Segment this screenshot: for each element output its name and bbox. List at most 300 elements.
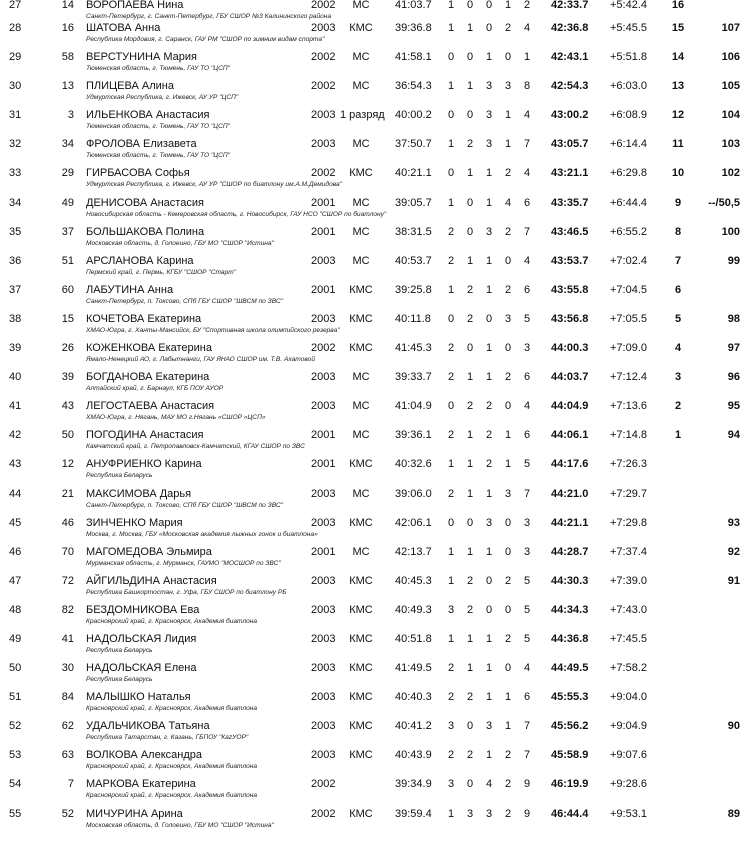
bib-cell: 84 (61, 691, 74, 704)
athlete-club: Мурманская область, г. Мурманск, ГАУМО "МОСШОР по ЗВС" (86, 559, 281, 567)
birth-year: 2002 (311, 51, 336, 64)
bib-cell: 49 (61, 196, 74, 209)
shooting-total: 3 (523, 516, 531, 529)
shooting-stage-3: 0 (485, 22, 493, 34)
points-cup: 9 (674, 196, 682, 209)
shooting-stage-4: 2 (504, 167, 512, 180)
shooting-stage-1: 2 (447, 662, 455, 675)
shooting-stage-4: 1 (504, 720, 512, 733)
shooting-stage-3: 1 (485, 691, 493, 704)
birth-year: 2002 (311, 778, 336, 791)
table-row (0, 367, 750, 396)
birth-year: 2002 (311, 807, 336, 820)
shooting-total: 5 (523, 574, 531, 587)
result-time: 42:43.1 (551, 51, 589, 64)
shooting-stage-2: 1 (466, 22, 474, 34)
place-cell: 42 (9, 429, 22, 442)
result-time: 45:58.9 (551, 749, 589, 762)
table-row (0, 0, 750, 18)
result-time: 46:44.4 (551, 807, 589, 820)
place-cell: 31 (9, 109, 22, 122)
time-behind: +9:04.9 (610, 720, 648, 733)
ski-time: 39:05.7 (395, 196, 432, 209)
athlete-name: ЛАБУТИНА Анна (86, 283, 174, 296)
birth-year: 2002 (311, 0, 336, 11)
birth-year: 2003 (311, 632, 336, 645)
shooting-total: 8 (523, 80, 531, 93)
result-time: 44:34.3 (551, 603, 589, 616)
points-rating: 107 (721, 22, 740, 34)
shooting-stage-1: 1 (447, 458, 455, 471)
shooting-stage-1: 3 (447, 720, 455, 733)
shooting-stage-1: 0 (447, 312, 455, 325)
shooting-stage-2: 2 (466, 400, 474, 413)
table-row (0, 658, 750, 687)
points-cup: 14 (671, 51, 685, 64)
place-cell: 37 (9, 283, 22, 296)
athlete-club: Республика Мордовия, г. Саранск, ГАУ РМ "СШОР по зимним видам спорта" (86, 36, 325, 43)
shooting-stage-1: 2 (447, 487, 455, 500)
table-row (0, 309, 750, 338)
result-time: 45:56.2 (551, 720, 589, 733)
shooting-stage-4: 2 (504, 371, 512, 384)
athlete-name: КОЧЕТОВА Екатерина (86, 312, 202, 325)
result-time: 44:21.1 (551, 516, 589, 529)
shooting-stage-1: 0 (447, 400, 455, 413)
time-behind: +7:29.8 (610, 516, 648, 529)
ski-time: 40:43.9 (395, 749, 432, 762)
athlete-name: ВЕРСТУНИНА Мария (86, 51, 197, 64)
athlete-club: Республика Беларусь (86, 472, 153, 480)
shooting-stage-3: 1 (485, 51, 493, 64)
athlete-name: БЕЗДОМНИКОВА Ева (86, 603, 200, 616)
shooting-total: 6 (523, 429, 531, 442)
time-behind: +6:14.4 (610, 138, 648, 151)
place-cell: 48 (9, 603, 22, 616)
table-row (0, 134, 750, 163)
ski-time: 40:21.1 (395, 167, 432, 180)
athlete-club: Москва, г. Москва, ГБУ «Московская академия лыжных гонок и биатлона» (86, 530, 318, 538)
time-behind: +7:45.5 (610, 632, 648, 645)
shooting-total: 7 (523, 749, 531, 762)
athlete-name: ПОГОДИНА Анастасия (86, 429, 204, 442)
athlete-club: Республика Беларусь (86, 676, 153, 684)
shooting-stage-1: 1 (447, 22, 455, 34)
place-cell: 35 (9, 225, 22, 238)
sport-rank: КМС (349, 458, 373, 471)
ski-time: 39:34.9 (395, 778, 432, 791)
ski-time: 39:59.4 (395, 807, 432, 820)
ski-time: 42:06.1 (395, 516, 432, 529)
birth-year: 2003 (311, 662, 336, 675)
shooting-total: 4 (523, 22, 531, 34)
shooting-stage-3: 1 (485, 662, 493, 675)
ski-time: 38:31.5 (395, 225, 432, 238)
athlete-club: Санкт-Петербург, г. Санкт-Петербург, ГБУ СШОР №3 Калининского района (86, 13, 332, 20)
athlete-name: ЛЕГОСТАЕВА Анастасия (86, 400, 215, 413)
result-time: 43:46.5 (551, 225, 589, 238)
ski-time: 40:53.7 (395, 254, 432, 267)
shooting-stage-3: 3 (485, 807, 493, 820)
points-cup: 11 (672, 138, 684, 151)
place-cell: 29 (9, 51, 22, 64)
athlete-club: Алтайский край, г. Барнаул, КГБ ПОУ АУОР (86, 385, 224, 393)
ski-time: 39:06.0 (395, 487, 432, 500)
shooting-stage-3: 1 (485, 545, 493, 558)
shooting-stage-1: 1 (447, 80, 455, 93)
athlete-name: БОГДАНОВА Екатерина (86, 371, 210, 384)
time-behind: +6:08.9 (610, 109, 648, 122)
ski-time: 40:11.8 (395, 312, 431, 325)
sport-rank: МС (352, 400, 370, 413)
points-rating: 93 (727, 516, 740, 529)
points-cup: 3 (674, 371, 682, 384)
place-cell: 40 (9, 371, 22, 384)
shooting-stage-3: 3 (485, 80, 493, 93)
sport-rank: МС (352, 545, 370, 558)
shooting-stage-3: 1 (485, 167, 493, 180)
points-rating: 106 (721, 51, 740, 64)
ski-time: 41:04.9 (395, 400, 432, 413)
points-rating: 99 (727, 254, 740, 267)
time-behind: +7:13.6 (610, 400, 648, 413)
time-behind: +9:07.6 (610, 749, 648, 762)
athlete-name: АНУФРИЕНКО Карина (86, 458, 202, 471)
ski-time: 41:49.5 (395, 662, 432, 675)
bib-cell: 58 (61, 51, 74, 64)
table-row (0, 513, 750, 542)
sport-rank: КМС (349, 283, 373, 296)
athlete-name: НАДОЛЬСКАЯ Елена (86, 662, 197, 675)
athlete-club: Новосибирская область - Кемеровская область, г. Новосибирск, ГАУ НСО "СШОР по биатлону" (86, 210, 387, 218)
shooting-total: 9 (523, 807, 531, 820)
result-time: 44:04.9 (551, 400, 589, 413)
shooting-stage-4: 0 (504, 342, 512, 355)
shooting-total: 7 (523, 138, 531, 151)
table-row (0, 804, 750, 833)
athlete-club: Красноярский край, г. Красноярск, Академия биатлона (86, 705, 258, 713)
shooting-stage-2: 1 (466, 458, 474, 471)
time-behind: +5:42.4 (610, 0, 648, 11)
bib-cell: 15 (61, 312, 74, 325)
sport-rank: МС (352, 429, 370, 442)
table-row (0, 251, 750, 280)
shooting-stage-3: 1 (485, 283, 493, 296)
birth-year: 2003 (311, 603, 336, 616)
shooting-stage-3: 3 (485, 109, 493, 122)
athlete-club: Удмуртская Республика, г. Ижевск, АУ УР "ЦСП" (86, 94, 239, 102)
result-time: 44:17.6 (551, 458, 589, 471)
bib-cell: 3 (67, 109, 74, 122)
table-row (0, 774, 750, 803)
birth-year: 2001 (311, 458, 336, 471)
sport-rank: КМС (349, 603, 373, 616)
sport-rank: КМС (349, 342, 373, 355)
athlete-name: ВОЛКОВА Александра (86, 749, 202, 762)
shooting-stage-2: 1 (466, 167, 474, 180)
athlete-club: ХМАО-Югра, г. Ханты-Мансийск, БУ "Спортивная школа олимпийского резерва" (86, 326, 340, 334)
table-row (0, 338, 750, 367)
sport-rank: КМС (349, 574, 373, 587)
time-behind: +7:05.5 (610, 312, 648, 325)
shooting-stage-2: 1 (466, 487, 474, 500)
time-behind: +7:14.8 (610, 429, 648, 442)
bib-cell: 52 (61, 807, 74, 820)
points-rating: 92 (727, 545, 740, 558)
place-cell: 27 (9, 0, 22, 11)
table-row (0, 716, 750, 745)
shooting-stage-2: 0 (466, 225, 474, 238)
sport-rank: МС (352, 0, 370, 11)
table-row (0, 484, 750, 513)
birth-year: 2001 (311, 283, 336, 296)
points-cup: 10 (671, 167, 685, 180)
ski-time: 40:49.3 (395, 603, 432, 616)
bib-cell: 16 (61, 22, 74, 34)
shooting-stage-3: 1 (485, 254, 493, 267)
ski-time: 37:50.7 (395, 138, 432, 151)
shooting-stage-2: 2 (466, 603, 474, 616)
shooting-total: 6 (523, 691, 531, 704)
ski-time: 41:45.3 (395, 342, 432, 355)
table-row (0, 193, 750, 222)
birth-year: 2003 (311, 400, 336, 413)
result-time: 43:00.2 (551, 109, 589, 122)
shooting-stage-3: 1 (485, 342, 493, 355)
place-cell: 46 (9, 545, 22, 558)
points-cup: 6 (674, 283, 682, 296)
points-cup: 2 (674, 400, 682, 413)
table-row (0, 687, 750, 716)
time-behind: +7:12.4 (610, 371, 648, 384)
shooting-stage-3: 3 (485, 516, 493, 529)
place-cell: 39 (9, 342, 22, 355)
shooting-stage-3: 0 (485, 0, 493, 11)
place-cell: 36 (9, 254, 22, 267)
shooting-total: 6 (523, 371, 531, 384)
shooting-stage-3: 1 (485, 749, 493, 762)
shooting-stage-3: 4 (485, 778, 493, 791)
shooting-total: 5 (523, 603, 531, 616)
athlete-club: Тюменская область, г. Тюмень, ГАУ ТО "ЦСП" (86, 152, 230, 160)
shooting-stage-2: 2 (466, 574, 474, 587)
bib-cell: 41 (61, 632, 74, 645)
result-time: 44:21.0 (551, 487, 589, 500)
sport-rank: КМС (349, 516, 373, 529)
result-time: 43:21.1 (551, 167, 589, 180)
sport-rank: МС (352, 254, 370, 267)
shooting-stage-2: 2 (466, 283, 474, 296)
athlete-name: ДЕНИСОВА Анастасия (86, 196, 204, 209)
athlete-club: ХМАО-Югра, г. Нягань, МАУ МО г.Нягань «СШОР «ЦСП» (86, 414, 266, 422)
shooting-stage-3: 2 (485, 429, 493, 442)
sport-rank: КМС (349, 22, 373, 34)
points-cup: 16 (671, 0, 685, 11)
time-behind: +7:04.5 (610, 283, 648, 296)
result-time: 44:03.7 (551, 371, 589, 384)
ski-time: 40:32.6 (395, 458, 432, 471)
shooting-stage-4: 1 (504, 458, 512, 471)
birth-year: 2003 (311, 371, 336, 384)
shooting-stage-4: 1 (504, 109, 512, 122)
shooting-stage-3: 0 (485, 574, 493, 587)
place-cell: 50 (9, 662, 22, 675)
bib-cell: 30 (61, 662, 74, 675)
shooting-stage-1: 1 (447, 138, 455, 151)
birth-year: 2003 (311, 720, 336, 733)
table-row (0, 47, 750, 76)
shooting-stage-2: 0 (466, 516, 474, 529)
points-cup: 7 (674, 254, 682, 267)
points-cup: 4 (674, 342, 682, 355)
shooting-total: 2 (523, 0, 531, 11)
place-cell: 44 (9, 487, 22, 500)
athlete-club: Московская область, д. Голоеино, ГБУ МО "СШОР "Истина" (86, 821, 274, 829)
birth-year: 2003 (311, 487, 336, 500)
shooting-stage-2: 0 (466, 109, 474, 122)
athlete-name: БОЛЬШАКОВА Полина (86, 225, 205, 238)
shooting-stage-4: 1 (504, 691, 512, 704)
shooting-stage-1: 2 (447, 429, 455, 442)
bib-cell: 12 (61, 458, 74, 471)
points-rating: 100 (721, 225, 740, 238)
points-rating: 94 (727, 429, 740, 442)
athlete-name: АЙГИЛЬДИНА Анастасия (86, 574, 217, 587)
result-time: 42:54.3 (551, 80, 589, 93)
shooting-stage-4: 4 (504, 196, 512, 209)
table-row (0, 76, 750, 105)
athlete-name: АРСЛАНОВА Карина (86, 254, 194, 267)
result-time: 43:35.7 (551, 196, 589, 209)
table-row (0, 571, 750, 600)
shooting-total: 6 (523, 196, 531, 209)
points-rating: 95 (727, 400, 740, 413)
shooting-stage-2: 0 (466, 0, 474, 11)
place-cell: 45 (9, 516, 22, 529)
ski-time: 39:36.8 (395, 22, 432, 34)
shooting-stage-4: 3 (504, 487, 512, 500)
shooting-stage-4: 3 (504, 80, 512, 93)
birth-year: 2003 (311, 22, 336, 34)
athlete-club: Республика Татарстан, г. Казань, ГБПОУ "КаzУОР" (86, 734, 249, 742)
time-behind: +6:55.2 (610, 225, 648, 238)
shooting-total: 5 (523, 632, 531, 645)
shooting-stage-1: 0 (447, 51, 455, 64)
shooting-stage-2: 0 (466, 51, 474, 64)
time-behind: +9:53.1 (610, 807, 648, 820)
birth-year: 2003 (311, 516, 336, 529)
bib-cell: 62 (61, 720, 74, 733)
shooting-total: 7 (523, 487, 531, 500)
shooting-stage-2: 0 (466, 196, 474, 209)
table-row (0, 745, 750, 774)
shooting-stage-1: 1 (447, 632, 455, 645)
athlete-club: Пермский край, г. Пермь, КГБУ "СШОР "Старт" (86, 268, 237, 276)
athlete-name: МИЧУРИНА Арина (86, 807, 183, 820)
birth-year: 2003 (311, 749, 336, 762)
shooting-total: 3 (523, 545, 531, 558)
shooting-stage-1: 2 (447, 225, 455, 238)
ski-time: 41:58.1 (395, 51, 432, 64)
points-cup: 1 (674, 429, 682, 442)
place-cell: 49 (9, 632, 22, 645)
shooting-total: 6 (523, 283, 531, 296)
shooting-stage-2: 2 (466, 749, 474, 762)
bib-cell: 43 (61, 400, 74, 413)
shooting-stage-4: 1 (504, 138, 512, 151)
shooting-stage-1: 3 (447, 778, 455, 791)
shooting-stage-4: 2 (504, 778, 512, 791)
shooting-stage-1: 0 (447, 167, 455, 180)
result-time: 44:36.8 (551, 632, 589, 645)
sport-rank: КМС (349, 807, 373, 820)
shooting-stage-1: 0 (447, 516, 455, 529)
birth-year: 2003 (311, 574, 336, 587)
shooting-stage-3: 2 (485, 458, 493, 471)
ski-time: 40:00.2 (395, 109, 432, 122)
shooting-stage-4: 2 (504, 807, 512, 820)
result-time: 46:19.9 (551, 778, 589, 791)
place-cell: 30 (9, 80, 22, 93)
birth-year: 2002 (311, 167, 336, 180)
ski-time: 42:13.7 (395, 545, 432, 558)
table-row (0, 280, 750, 309)
shooting-stage-3: 1 (485, 371, 493, 384)
birth-year: 2003 (311, 312, 336, 325)
shooting-stage-4: 0 (504, 51, 512, 64)
athlete-club: Красноярский край, г. Красноярск, Академия биатлона (86, 763, 258, 771)
shooting-stage-2: 2 (466, 691, 474, 704)
place-cell: 53 (9, 749, 22, 762)
shooting-total: 5 (523, 458, 531, 471)
ski-time: 40:45.3 (395, 574, 432, 587)
table-row (0, 163, 750, 192)
ski-time: 40:40.3 (395, 691, 432, 704)
shooting-stage-1: 3 (447, 603, 455, 616)
bib-cell: 14 (61, 0, 74, 11)
ski-time: 39:33.7 (395, 371, 432, 384)
athlete-name: ЗИНЧЕНКО Мария (86, 516, 183, 529)
place-cell: 38 (9, 312, 22, 325)
time-behind: +6:44.4 (610, 196, 648, 209)
ski-time: 39:36.1 (395, 429, 432, 442)
shooting-stage-4: 0 (504, 603, 512, 616)
sport-rank: 1 разряд (340, 109, 385, 122)
ski-time: 40:51.8 (395, 632, 432, 645)
birth-year: 2001 (311, 429, 336, 442)
table-row (0, 600, 750, 629)
shooting-total: 4 (523, 254, 531, 267)
athlete-name: УДАЛЬЧИКОВА Татьяна (86, 720, 210, 733)
time-behind: +9:04.0 (610, 691, 648, 704)
table-row (0, 396, 750, 425)
ski-time: 39:25.8 (395, 283, 432, 296)
shooting-stage-3: 3 (485, 720, 493, 733)
sport-rank: КМС (349, 720, 373, 733)
time-behind: +7:58.2 (610, 662, 648, 675)
points-rating: 104 (721, 109, 740, 122)
shooting-stage-3: 3 (485, 225, 493, 238)
shooting-total: 4 (523, 109, 531, 122)
time-behind: +5:51.8 (610, 51, 648, 64)
shooting-total: 7 (523, 720, 531, 733)
sport-rank: МС (352, 225, 370, 238)
points-cup: 13 (671, 80, 685, 93)
shooting-stage-3: 1 (485, 632, 493, 645)
bib-cell: 7 (67, 778, 74, 791)
bib-cell: 34 (61, 138, 74, 151)
sport-rank: МС (352, 138, 370, 151)
